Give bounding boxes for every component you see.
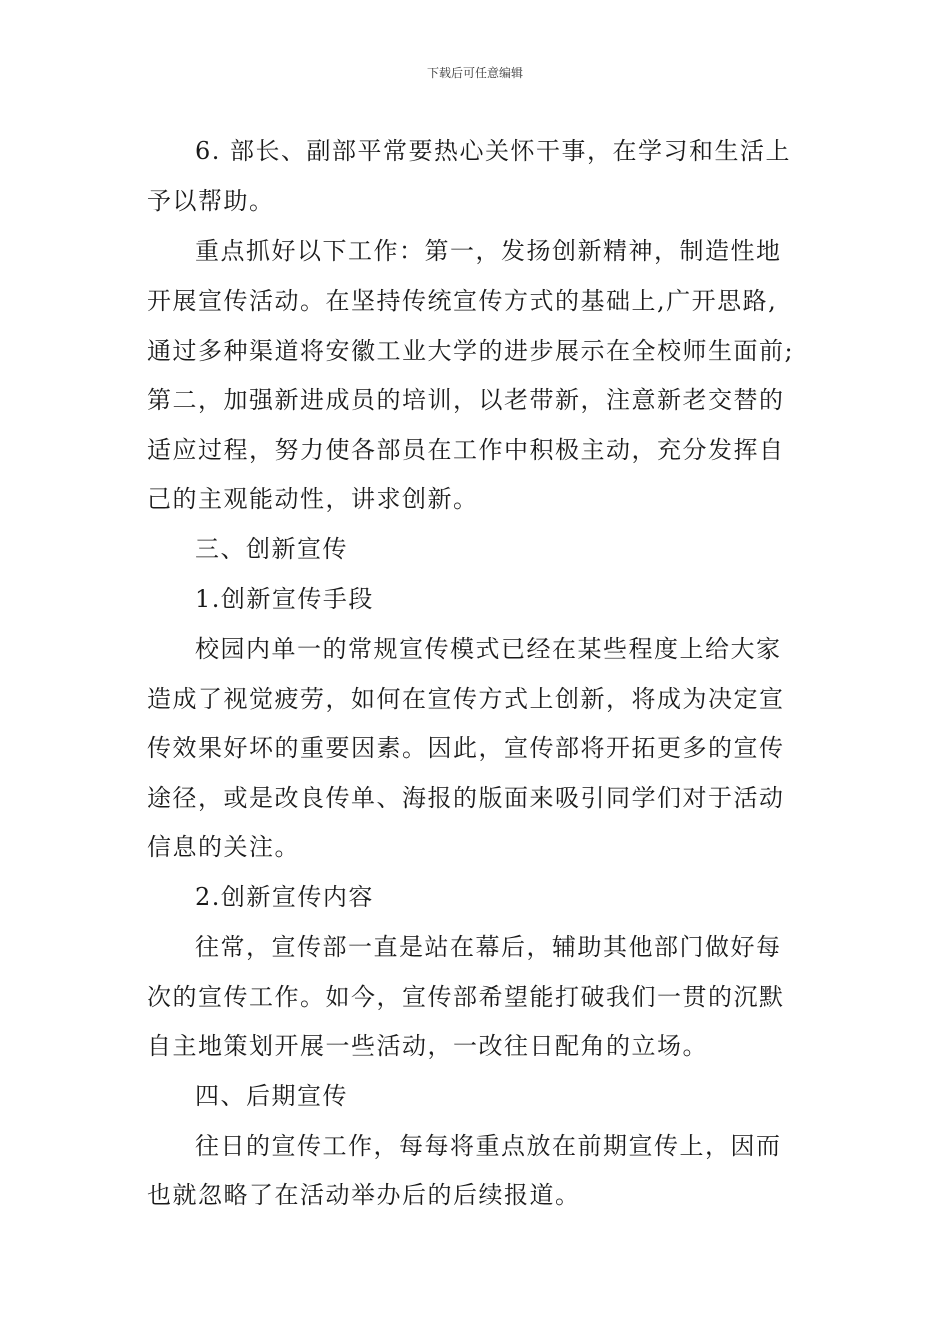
text-line: 予以帮助。: [147, 187, 275, 215]
text-line: 信息的关注。: [147, 833, 300, 861]
text-line: 适应过程，努力使各部员在工作中积极主动，充分发挥自: [147, 436, 785, 464]
section-heading: 四、后期宣传: [195, 1082, 348, 1110]
text-line: 6. 部长、副部平常要热心关怀干事，在学习和生活上: [195, 137, 792, 165]
text-line: 自主地策划开展一些活动，一改往日配角的立场。: [147, 1032, 708, 1060]
text-line: 次的宣传工作。如今，宣传部希望能打破我们一贯的沉默: [147, 983, 785, 1011]
text-line: 往常，宣传部一直是站在幕后，辅助其他部门做好每: [195, 933, 782, 961]
text-line: 开展宣传活动。在坚持传统宣传方式的基础上,广开思路,: [147, 287, 778, 315]
subsection-heading: 1.创新宣传手段: [195, 585, 374, 613]
text-line: 校园内单一的常规宣传模式已经在某些程度上给大家: [195, 635, 782, 663]
section-heading: 三、创新宣传: [195, 535, 348, 563]
text-line: 重点抓好以下工作：第一，发扬创新精神，制造性地: [195, 237, 782, 265]
text-line: 造成了视觉疲劳，如何在宣传方式上创新，将成为决定宣: [147, 685, 785, 713]
text-line: 第二，加强新进成员的培训，以老带新，注意新老交替的: [147, 386, 785, 414]
text-line: 往日的宣传工作，每每将重点放在前期宣传上，因而: [195, 1132, 782, 1160]
text-line: 己的主观能动性，讲求创新。: [147, 485, 479, 513]
subsection-heading: 2.创新宣传内容: [195, 883, 374, 911]
page-header: 下载后可任意编辑: [426, 66, 523, 80]
text-line: 传效果好坏的重要因素。因此，宣传部将开拓更多的宣传: [147, 734, 785, 762]
text-line: 也就忽略了在活动举办后的后续报道。: [147, 1181, 581, 1209]
text-line: 通过多种渠道将安徽工业大学的进步展示在全校师生面前;: [147, 337, 795, 365]
text-line: 途径，或是改良传单、海报的版面来吸引同学们对于活动: [147, 784, 785, 812]
